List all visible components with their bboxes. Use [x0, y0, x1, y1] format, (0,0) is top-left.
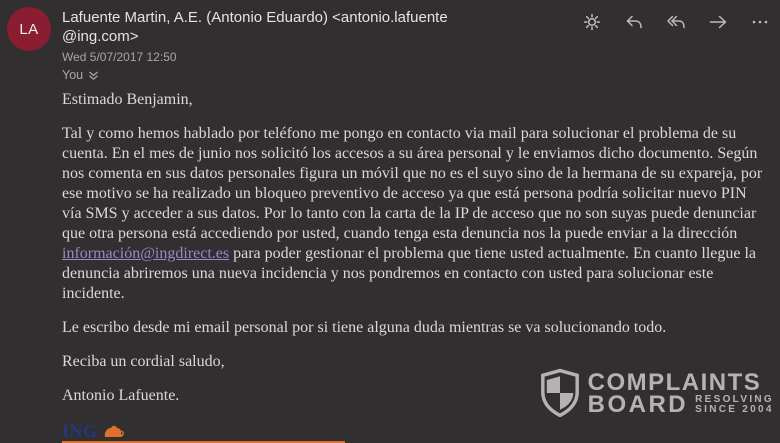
- greeting: Estimado Benjamin,: [62, 91, 193, 108]
- ing-logo: [62, 420, 780, 443]
- sender-name-line1: Lafuente Martin, A.E. (Antonio Eduardo) <antonio.lafuente: [62, 9, 448, 26]
- message-toolbar: [580, 10, 772, 34]
- reply-all-icon[interactable]: [664, 10, 688, 34]
- sun-icon[interactable]: [580, 10, 604, 34]
- complaintsboard-watermark: [539, 368, 774, 418]
- recipient-label: You: [62, 68, 84, 82]
- closing: Reciba un cordial saludo,: [62, 353, 225, 370]
- email-body: [62, 90, 770, 406]
- message-header: [0, 0, 780, 82]
- watermark-board: BOARD: [587, 390, 689, 418]
- paragraph-main: [62, 124, 770, 304]
- watermark-resolving: RESOLVING: [695, 393, 774, 405]
- forward-icon[interactable]: [706, 10, 730, 34]
- chevron-down-icon: [88, 71, 99, 81]
- shield-icon: [539, 368, 581, 418]
- recipient-toggle[interactable]: [62, 68, 780, 82]
- paragraph-main-pre: Tal y como hemos hablado por teléfono me pongo en contacto via mail para solucionar el problema de su cuenta. En el mes de junio nos solicitó los accesos a su área personal y le enviamos dicho documento. Según nos comenta en sus datos personales figura un móvil que no es el suyo sino de la hermana de su expareja, por ese motivo se ha realizado un bloqueo preventivo de acceso ya que está persona podría solicitar nuevo PIN vía SMS y acceder a sus datos. Por lo tanto con la carta de la IP de acceso que no son suyas puede denunciar que otra persona está accediendo por usted, cuando tenga esta denuncia nos la puede enviar a la dirección: [62, 125, 763, 242]
- watermark-complaints: COMPLAINTS: [587, 368, 762, 396]
- more-actions-icon[interactable]: [748, 10, 772, 34]
- sender-name-line2: @ing.com>: [62, 28, 139, 45]
- email-address-link[interactable]: información@ingdirect.es: [62, 245, 230, 262]
- message-date: Wed 5/07/2017 12:50: [62, 50, 177, 64]
- avatar[interactable]: [7, 7, 51, 51]
- ing-wordmark: ING: [62, 421, 98, 441]
- paragraph-secondary: Le escribo desde mi email personal por si tiene alguna duda mientras se va solucionando todo.: [62, 319, 667, 336]
- signature: Antonio Lafuente.: [62, 387, 180, 404]
- ing-lion-icon: [101, 423, 125, 440]
- sender-name[interactable]: [62, 8, 454, 46]
- reply-icon[interactable]: [622, 10, 646, 34]
- watermark-since: SINCE 2004: [695, 403, 774, 415]
- avatar-initials: LA: [19, 20, 39, 38]
- paragraph-main-post: para poder gestionar el problema que tiene usted actualmente. En cuanto llegue la denuncia abriremos una nueva incidencia y nos pondremos en contacto con usted para solucionar este incidente.: [62, 245, 757, 302]
